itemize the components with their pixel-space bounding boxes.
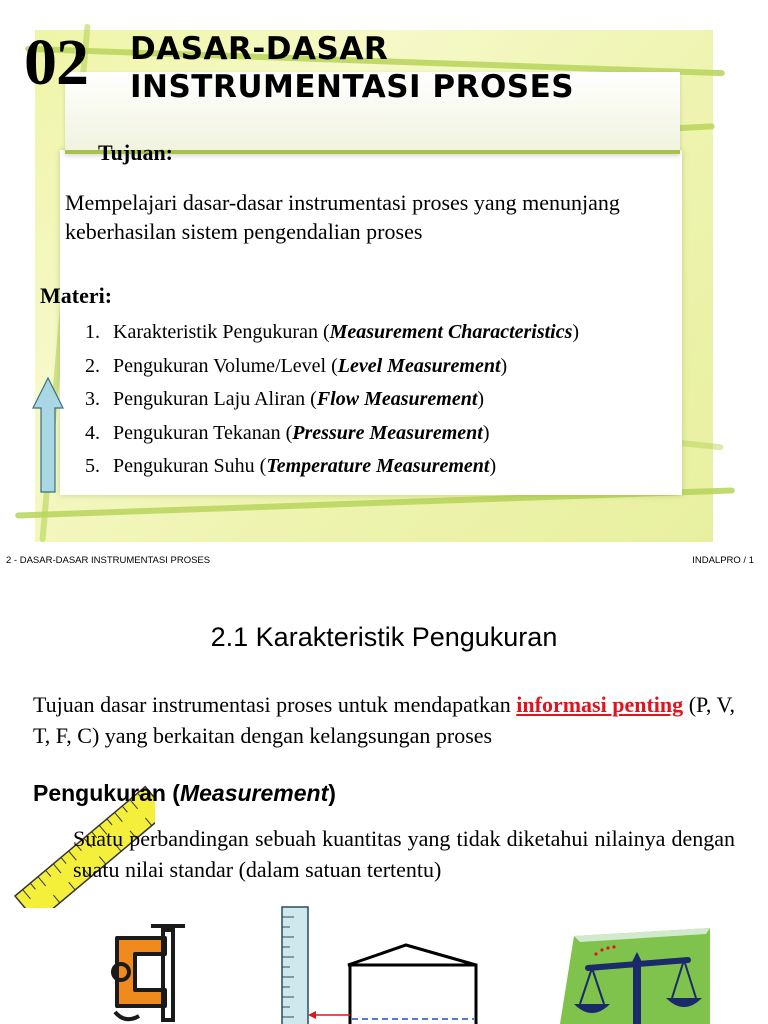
chapter-title [130, 30, 574, 106]
highlight-text: informasi penting [516, 692, 684, 717]
chapter-number: 02 [24, 26, 88, 99]
materi-list [85, 316, 579, 484]
section-title: 2.1 Karakteristik Pengukuran [210, 622, 558, 652]
materi-item: 2. Pengukuran Volume/Level (Level Measurement) [85, 354, 508, 377]
footer-left: 2 - DASAR-DASAR INSTRUMENTASI PROSES [6, 555, 211, 566]
chapter-title-line1: DASAR-DASAR [130, 31, 389, 67]
c-clamp-icon [105, 920, 195, 1024]
footer-right: INDALPRO / 1 [692, 555, 754, 566]
materi-item: 1. Karakteristik Pengukuran (Measurement Characteristics) [85, 321, 580, 343]
intro-paragraph: Tujuan dasar instrumentasi proses untuk mendapatkan informasi penting (P, V, T, F, C) yang berkaitan dengan kelangsungan proses [33, 692, 736, 748]
tujuan-text: Mempelajari dasar-dasar instrumentasi proses yang menunjang keberhasilan sistem pengendalian proses [65, 190, 620, 244]
definition-paragraph: Suatu perbandingan sebuah kuantitas yang tidak diketahui nilainya dengan suatu nilai standar (dalam satuan tertentu) [73, 826, 735, 882]
materi-item: 4. Pengukuran Tekanan (Pressure Measurement) [85, 421, 490, 444]
materi-item: 3. Pengukuran Laju Aliran (Flow Measurement) [85, 388, 485, 410]
materi-label: Materi: [40, 283, 113, 308]
balance-scale-icon [560, 928, 710, 1024]
measurement-heading: Pengukuran (Measurement) [33, 780, 336, 806]
up-arrow-icon [31, 376, 65, 494]
tank-level-icon [278, 905, 488, 1024]
materi-item: 5. Pengukuran Suhu (Temperature Measurement) [85, 455, 497, 477]
chapter-title-line2: INSTRUMENTASI PROSES [130, 69, 575, 105]
tujuan-label: Tujuan: [98, 140, 174, 165]
